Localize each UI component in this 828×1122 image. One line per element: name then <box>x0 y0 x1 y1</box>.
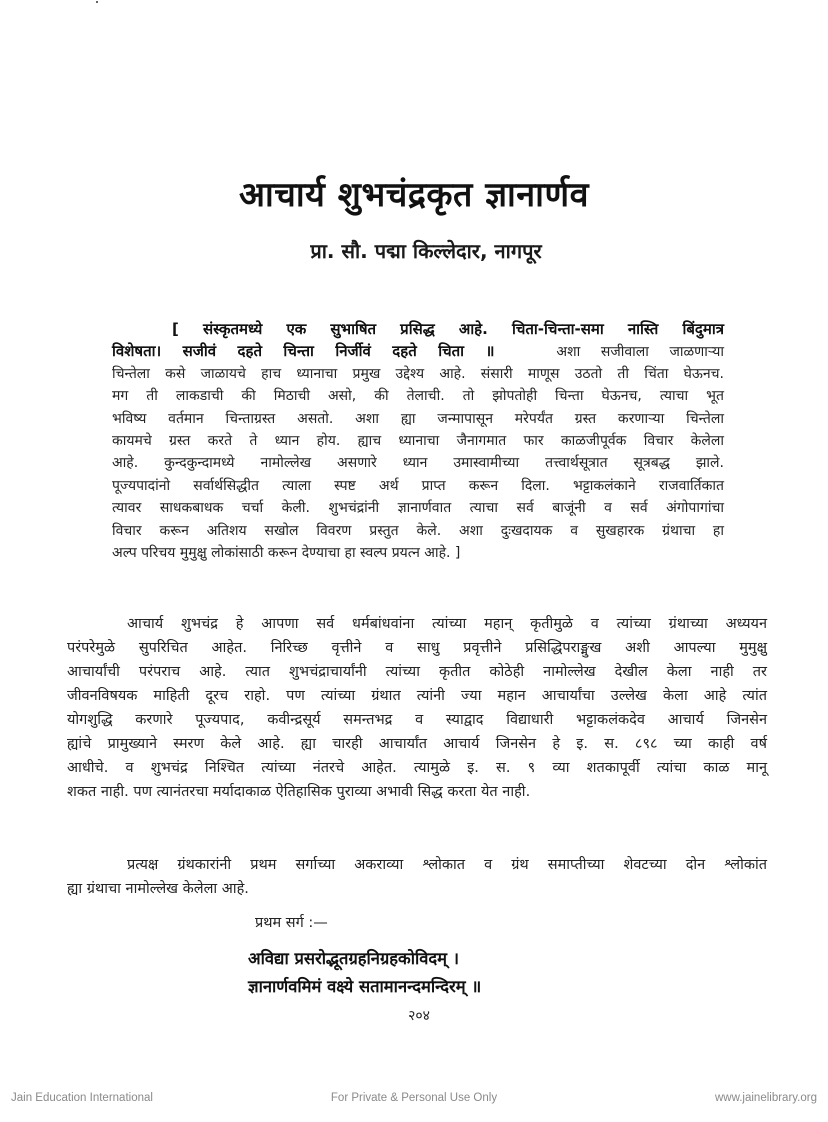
abstract-line: [ संस्कृतमध्ये एक सुभाषित प्रसिद्ध आहे. चिता-चिन्ता-समा नास्ति बिंदुमात्र <box>172 320 724 338</box>
abstract-verse-bold: विशेषता। सजीवं दहते चिन्ता निर्जीवं दहते चिता ॥ <box>112 342 495 361</box>
abstract-line-rest: अशा सजीवाला जाळणाऱ्या <box>556 344 724 361</box>
abstract-line: त्यावर साधकबाधक चर्चा केली. शुभचंद्रांनी ज्ञानार्णवात त्याचा सर्व बाजूंनी व सर्व अंगोपागांचा <box>112 500 724 517</box>
paragraph-line: ह्यांचे प्रामुख्याने स्मरण केले आहे. ह्या चारही आचार्यांत आचार्य जिनसेन हे इ. स. ८९८ च्या काही वर्ष <box>67 736 767 752</box>
footer <box>0 1092 828 1110</box>
abstract-block <box>112 318 724 564</box>
abstract-line: अल्प परिचय मुमुक्षु लोकांसाठी करून देण्याचा हा स्वल्प प्रयत्न आहे. ] <box>112 544 461 561</box>
author-line: प्रा. सौ. पद्मा किल्लेदार, नागपूर <box>310 239 542 263</box>
footer-usage-notice: For Private & Personal Use Only <box>330 1092 498 1104</box>
abstract-line: कायमचे ग्रस्त करते ते ध्यान होय. ह्याच ध्यानाचा जैनागमात फार काळजीपूर्वक विचार केलेला <box>112 432 724 449</box>
abstract-line: आहे. कुन्दकुन्दामध्ये नामोल्लेख असणारे ध्यान उमास्वामीच्या तत्त्वार्थसूत्रात सूत्रबद्ध झाले. <box>112 455 724 472</box>
paragraph-line: परंपरेमुळे सुपरिचित आहेत. निरिच्छ वृत्तीने व साधु प्रवृत्तीने प्रसिद्धिपराङ्मुख अशी आपल्या मुमुक्षु <box>67 640 767 656</box>
abstract-line: विचार करून अतिशय सखोल विवरण प्रस्तुत केले. अशा दुःखदायक व सुखहारक ग्रंथाचा हा <box>112 522 724 539</box>
paragraph-line: ह्या ग्रंथाचा नामोल्लेख केलेला आहे. <box>67 881 249 897</box>
paragraph-line: शकत नाही. पण त्यानंतरचा मर्यादाकाळ ऐतिहासिक पुराव्या अभावी सिद्ध करता येत नाही. <box>67 784 531 800</box>
abstract-line: मग ती लाकडाची की मिठाची असो, की तेलाची. तो झोपतोही चिन्ता घेऊनच, त्याचा भूत <box>112 388 724 405</box>
paragraph-line: प्रत्यक्ष ग्रंथकारांनी प्रथम सर्गाच्या अकराव्या श्लोकात व ग्रंथ समाप्तीच्या शेवटच्या दोन श्लोकांत <box>127 857 767 873</box>
scan-speck <box>96 1 98 3</box>
verse-line-1: अविद्या प्रसरोद्भूतग्रहनिग्रहकोविदम् । <box>248 949 460 968</box>
abstract-line <box>112 340 724 362</box>
abstract-line: भविष्य वर्तमान चिन्ताग्रस्त असतो. अशा ह्या जन्मापासून मरेपर्यंत ग्रस्त करणाऱ्या चिन्तेला <box>112 410 724 427</box>
paragraph-line: आचार्य शुभचंद्र हे आपणा सर्व धर्मबांधवांना त्यांच्या महान् कृतीमुळे व त्यांच्या ग्रंथाच्या अध्ययन <box>127 616 767 632</box>
paragraph-line: योगशुद्धि करणारे पूज्यपाद, कवीन्द्रसूर्य समन्तभद्र व स्याद्वाद विद्याधारी भट्टाकलंकदेव आचार्य जिनसेन <box>67 712 767 728</box>
footer-publisher: Jain Education International <box>11 1092 153 1104</box>
paragraph-line: आधीचे. व शुभचंद्र निश्चित त्यांच्या नंतरचे आहेत. त्यामुळे इ. स. ९ व्या शतकापूर्वी त्यांचा काळ मानू <box>67 760 767 776</box>
paragraph-line: आचार्यांची परंपराच आहे. त्यात शुभचंद्राचार्यांनी त्यांच्या कृतीत कोठेही नामोल्लेख देखील केला नाही तर <box>67 664 767 680</box>
verse-label: प्रथम सर्ग :— <box>255 915 328 931</box>
footer-website-link[interactable]: www.jainelibrary.org <box>714 1092 817 1104</box>
paragraph-line: जीवनविषयक माहिती दूरच राहो. पण त्यांच्या ग्रंथात त्यांनी ज्या महान आचार्यांचा उल्लेख केला आहे त्यांत <box>67 688 767 704</box>
verse-line-2: ज्ञानार्णवमिमं वक्ष्ये सतामानन्दमन्दिरम् ॥ <box>248 977 482 996</box>
abstract-line: चिन्तेला कसे जाळायचे हाच ध्यानाचा प्रमुख उद्देश्य आहे. संसारी माणूस उठतो ती चिंता घेऊनच. <box>112 365 724 382</box>
abstract-line: पूज्यपादांनो सर्वार्थसिद्धीत त्याला स्पष्ट अर्थ प्राप्त करून दिला. भट्टाकलंकाने राजवार्तिकात <box>112 477 724 494</box>
document-title: आचार्य शुभचंद्रकृत ज्ञानार्णव <box>239 175 589 215</box>
page-number: २०४ <box>408 1008 430 1024</box>
body-paragraph-1 <box>67 612 767 804</box>
body-paragraph-2 <box>67 853 767 901</box>
